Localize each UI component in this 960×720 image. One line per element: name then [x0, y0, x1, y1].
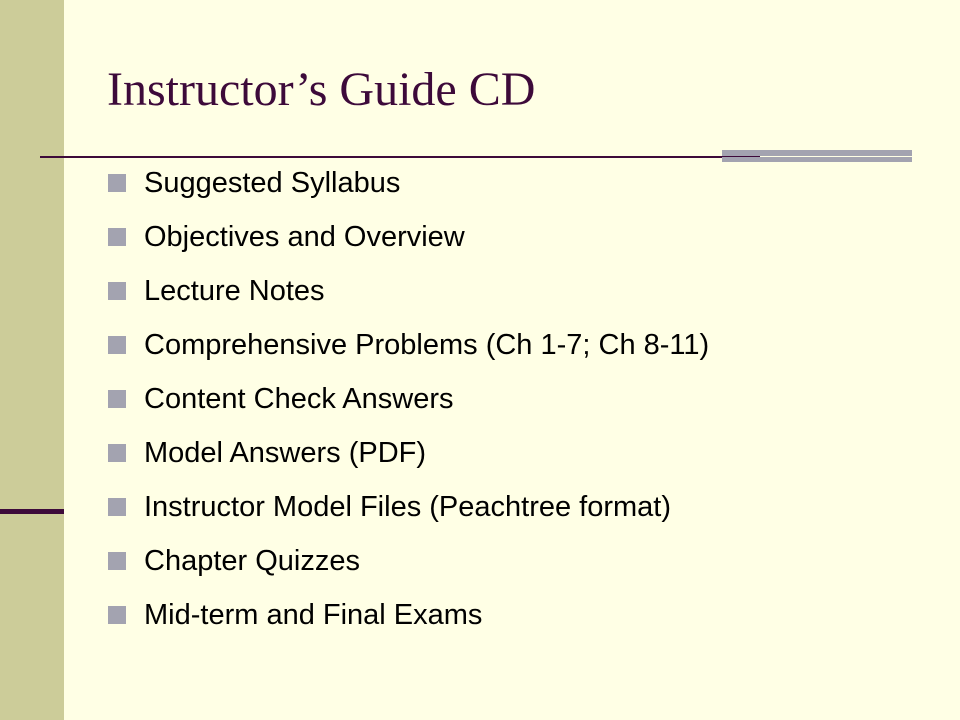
title-divider-accent-top — [722, 150, 912, 156]
square-bullet-icon — [108, 282, 126, 300]
square-bullet-icon — [108, 228, 126, 246]
slide-title: Instructor’s Guide CD — [107, 63, 536, 116]
square-bullet-icon — [108, 552, 126, 570]
bullet-item — [108, 156, 709, 210]
square-bullet-icon — [108, 174, 126, 192]
bullet-text: Comprehensive Problems (Ch 1-7; Ch 8-11) — [144, 328, 710, 361]
bullet-text: Chapter Quizzes — [144, 544, 360, 577]
bullet-item — [108, 426, 709, 480]
square-bullet-icon — [108, 336, 126, 354]
square-bullet-icon — [108, 498, 126, 516]
bullet-item — [108, 318, 709, 372]
bullet-item — [108, 480, 709, 534]
square-bullet-icon — [108, 390, 126, 408]
square-bullet-icon — [108, 444, 126, 462]
left-decorative-band — [0, 0, 64, 720]
bullet-text: Content Check Answers — [144, 382, 454, 415]
bullet-item — [108, 534, 709, 588]
square-bullet-icon — [108, 606, 126, 624]
bullet-item — [108, 210, 709, 264]
bullet-text: Instructor Model Files (Peachtree format) — [144, 490, 672, 523]
title-divider-accent-bottom — [722, 157, 912, 162]
bullet-item — [108, 588, 709, 642]
left-accent-bar — [0, 509, 64, 514]
bullet-text: Model Answers (PDF) — [144, 436, 427, 469]
bullet-item — [108, 264, 709, 318]
bullet-text: Mid-term and Final Exams — [144, 598, 483, 631]
bullet-list — [108, 156, 709, 642]
bullet-text: Objectives and Overview — [144, 220, 465, 253]
bullet-text: Lecture Notes — [144, 274, 325, 307]
bullet-text: Suggested Syllabus — [144, 166, 401, 199]
bullet-item — [108, 372, 709, 426]
